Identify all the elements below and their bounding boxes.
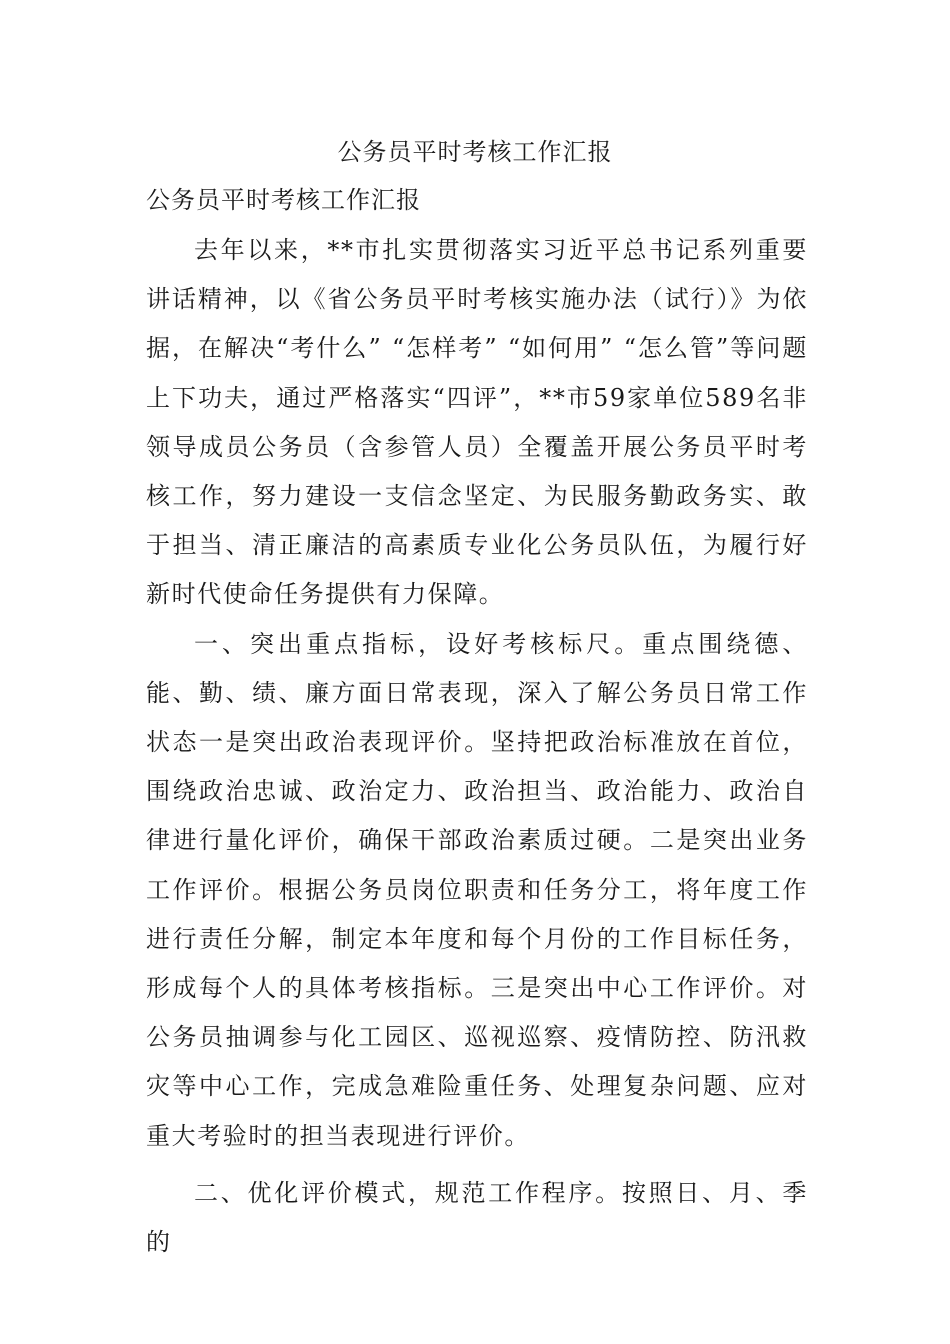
document-body (146, 226, 808, 1267)
paragraph-section-2: 二、优化评价模式，规范工作程序。按照日、月、季的 (146, 1178, 808, 1257)
paragraph-intro: 去年以来，**市扎实贯彻落实习近平总书记系列重要讲话精神，以《省公务员平时考核实施办法（试行）》为依据，在解决“考什么” “怎样考” “如何用” “怎么管”等问题上下功夫，通过严格落实“四评”，**市59家单位589名非领导成员公务员（含参管人员）全覆盖开展公务员平时考核工作，努力建设一支信念坚定、为民服务勤政务实、敢于担当、清正廉洁的高素质专业化公务员队伍，为履行好新时代使命任务提供有力保障。 (146, 236, 808, 609)
document-title: 公务员平时考核工作汇报 (337, 138, 613, 166)
paragraph-section-1: 一、突出重点指标，设好考核标尺。重点围绕德、能、勤、绩、廉方面日常表现，深入了解公务员日常工作状态一是突出政治表现评价。坚持把政治标准放在首位，围绕政治忠诚、政治定力、政治担当、政治能力、政治自律进行量化评价，确保干部政治素质过硬。二是突出业务工作评价。根据公务员岗位职责和任务分工，将年度工作进行责任分解，制定本年度和每个月份的工作目标任务，形成每个人的具体考核指标。三是突出中心工作评价。对公务员抽调参与化工园区、巡视巡察、疫情防控、防汛救灾等中心工作，完成急难险重任务、处理复杂问题、应对重大考验时的担当表现进行评价。 (146, 629, 808, 1150)
document-subtitle: 公务员平时考核工作汇报 (146, 186, 421, 214)
